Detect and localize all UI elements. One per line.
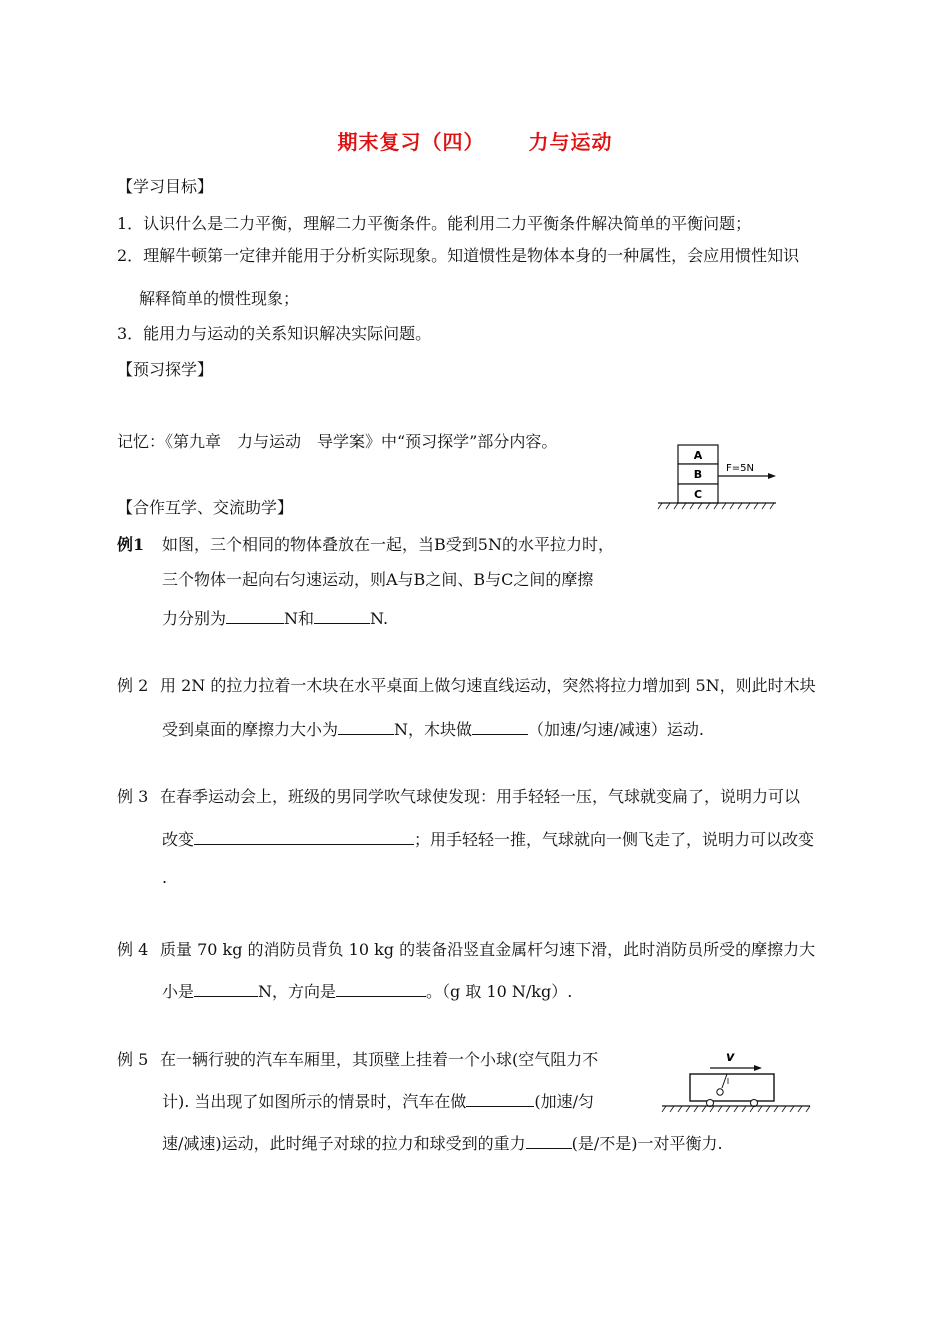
ex1-blank-ab[interactable] [226,607,284,624]
ex5-blank-motion[interactable] [466,1090,534,1107]
ex2-blank-friction[interactable] [338,718,394,735]
road-hatch [662,1106,810,1112]
force-label: F=5N [726,463,754,474]
block-a-label: A [693,449,703,462]
ex5-line3 [162,1132,723,1154]
section-cooperate: 【合作互学、交流助学】 [117,498,294,517]
ex3-blank-shape[interactable] [194,828,414,845]
ex4-label: 例 4 [117,940,149,959]
block-b-label: B [693,468,703,481]
ex5-line1: 在一辆行驶的汽车车厢里，其顶壁上挂着一个小球(空气阻力不 [160,1050,599,1069]
page-title [0,126,950,155]
ex3-label: 例 3 [117,787,149,806]
ex3-line1: 在春季运动会上，班级的男同学吹气球使发现：用手轻轻一压，气球就变扁了，说明力可以 [160,787,801,806]
title-part1: 期末复习（四） [337,130,485,154]
ex4-line2c: 。（g 取 10 N/kg）. [426,982,573,1001]
ex5-blank-balance[interactable] [526,1132,572,1149]
car-body [690,1074,774,1101]
force-arrow-head [768,473,776,479]
ex2-line2a: 受到桌面的摩擦力大小为 [162,720,339,739]
ex1-line3c: N. [370,609,389,628]
ex2-label: 例 2 [117,676,149,695]
velocity-label: v [726,1050,735,1065]
ex5-label: 例 5 [117,1050,149,1069]
ex5-line3b: (是/不是)一对平衡力. [571,1134,723,1153]
objective-3: 3．能用力与运动的关系知识解决实际问题。 [117,324,432,343]
ex4-line2a: 小是 [162,982,195,1001]
ex5-line2 [162,1090,594,1112]
ex1-line3b: N和 [284,609,315,628]
section-objectives: 【学习目标】 [117,177,214,196]
ex1-label: 例1 [117,535,145,554]
ex1-line1: 如图，三个相同的物体叠放在一起，当B受到5N的水平拉力时， [162,535,614,554]
ex2-line1: 用 2N 的拉力拉着一木块在水平桌面上做匀速直线运动，突然将拉力增加到 5N，则此时木块 [160,676,816,695]
ex1-line2: 三个物体一起向右匀速运动，则A与B之间、B与C之间的摩擦 [162,570,594,589]
ex1-line3a: 力分别为 [162,609,227,628]
section-preview: 【预习探学】 [117,360,214,379]
ex3-line2 [162,828,814,850]
ex1-blank-bc[interactable] [314,607,370,624]
ex4-line2b: N，方向是 [258,982,337,1001]
objective-2-cont: 解释简单的惯性现象； [139,289,300,308]
ex2-blank-motion[interactable] [472,718,528,735]
title-part2: 力与运动 [528,130,613,154]
ex4-blank-friction[interactable] [194,980,258,997]
ex5-line2a: 计). 当出现了如图所示的情景时，汽车在做 [162,1092,467,1111]
block-c-label: C [693,488,703,501]
pendulum-ball [717,1089,723,1095]
ex2-line2c: （加速/匀速/减速）运动. [528,720,704,739]
ex3-line2a: 改变 [162,830,195,849]
figure-stacked-blocks [650,440,780,512]
ex2-line2b: N，木块做 [394,720,473,739]
ex3-line3: . [162,868,168,887]
ex5-line3a: 速/减速)运动，此时绳子对球的拉力和球受到的重力 [162,1134,526,1153]
objective-1: 1．认识什么是二力平衡，理解二力平衡条件。能利用二力平衡条件解决简单的平衡问题； [117,214,752,233]
ex1-line3 [162,607,388,629]
ex4-blank-direction[interactable] [336,980,426,997]
ex3-line2b: ；用手轻轻一推，气球就向一侧飞走了，说明力可以改变 [414,830,815,849]
ex4-line1: 质量 70 kg 的消防员背负 10 kg 的装备沿竖直金属杆匀速下滑，此时消防员所受的摩擦力大 [160,940,816,959]
ex4-line2 [162,980,572,1002]
memo-line: 记忆：《第九章 力与运动 导学案》中“预习探学”部分内容。 [117,432,558,451]
ex2-line2 [162,718,704,740]
ex5-line2b: (加速/匀 [534,1092,595,1111]
objective-2: 2．理解牛顿第一定律并能用于分析实际现象。知道惯性是物体本身的一种属性，会应用惯性知识 [117,246,800,265]
figure-car-pendulum [658,1048,813,1114]
ground-hatch [658,503,774,509]
velocity-arrow-head [754,1065,762,1071]
